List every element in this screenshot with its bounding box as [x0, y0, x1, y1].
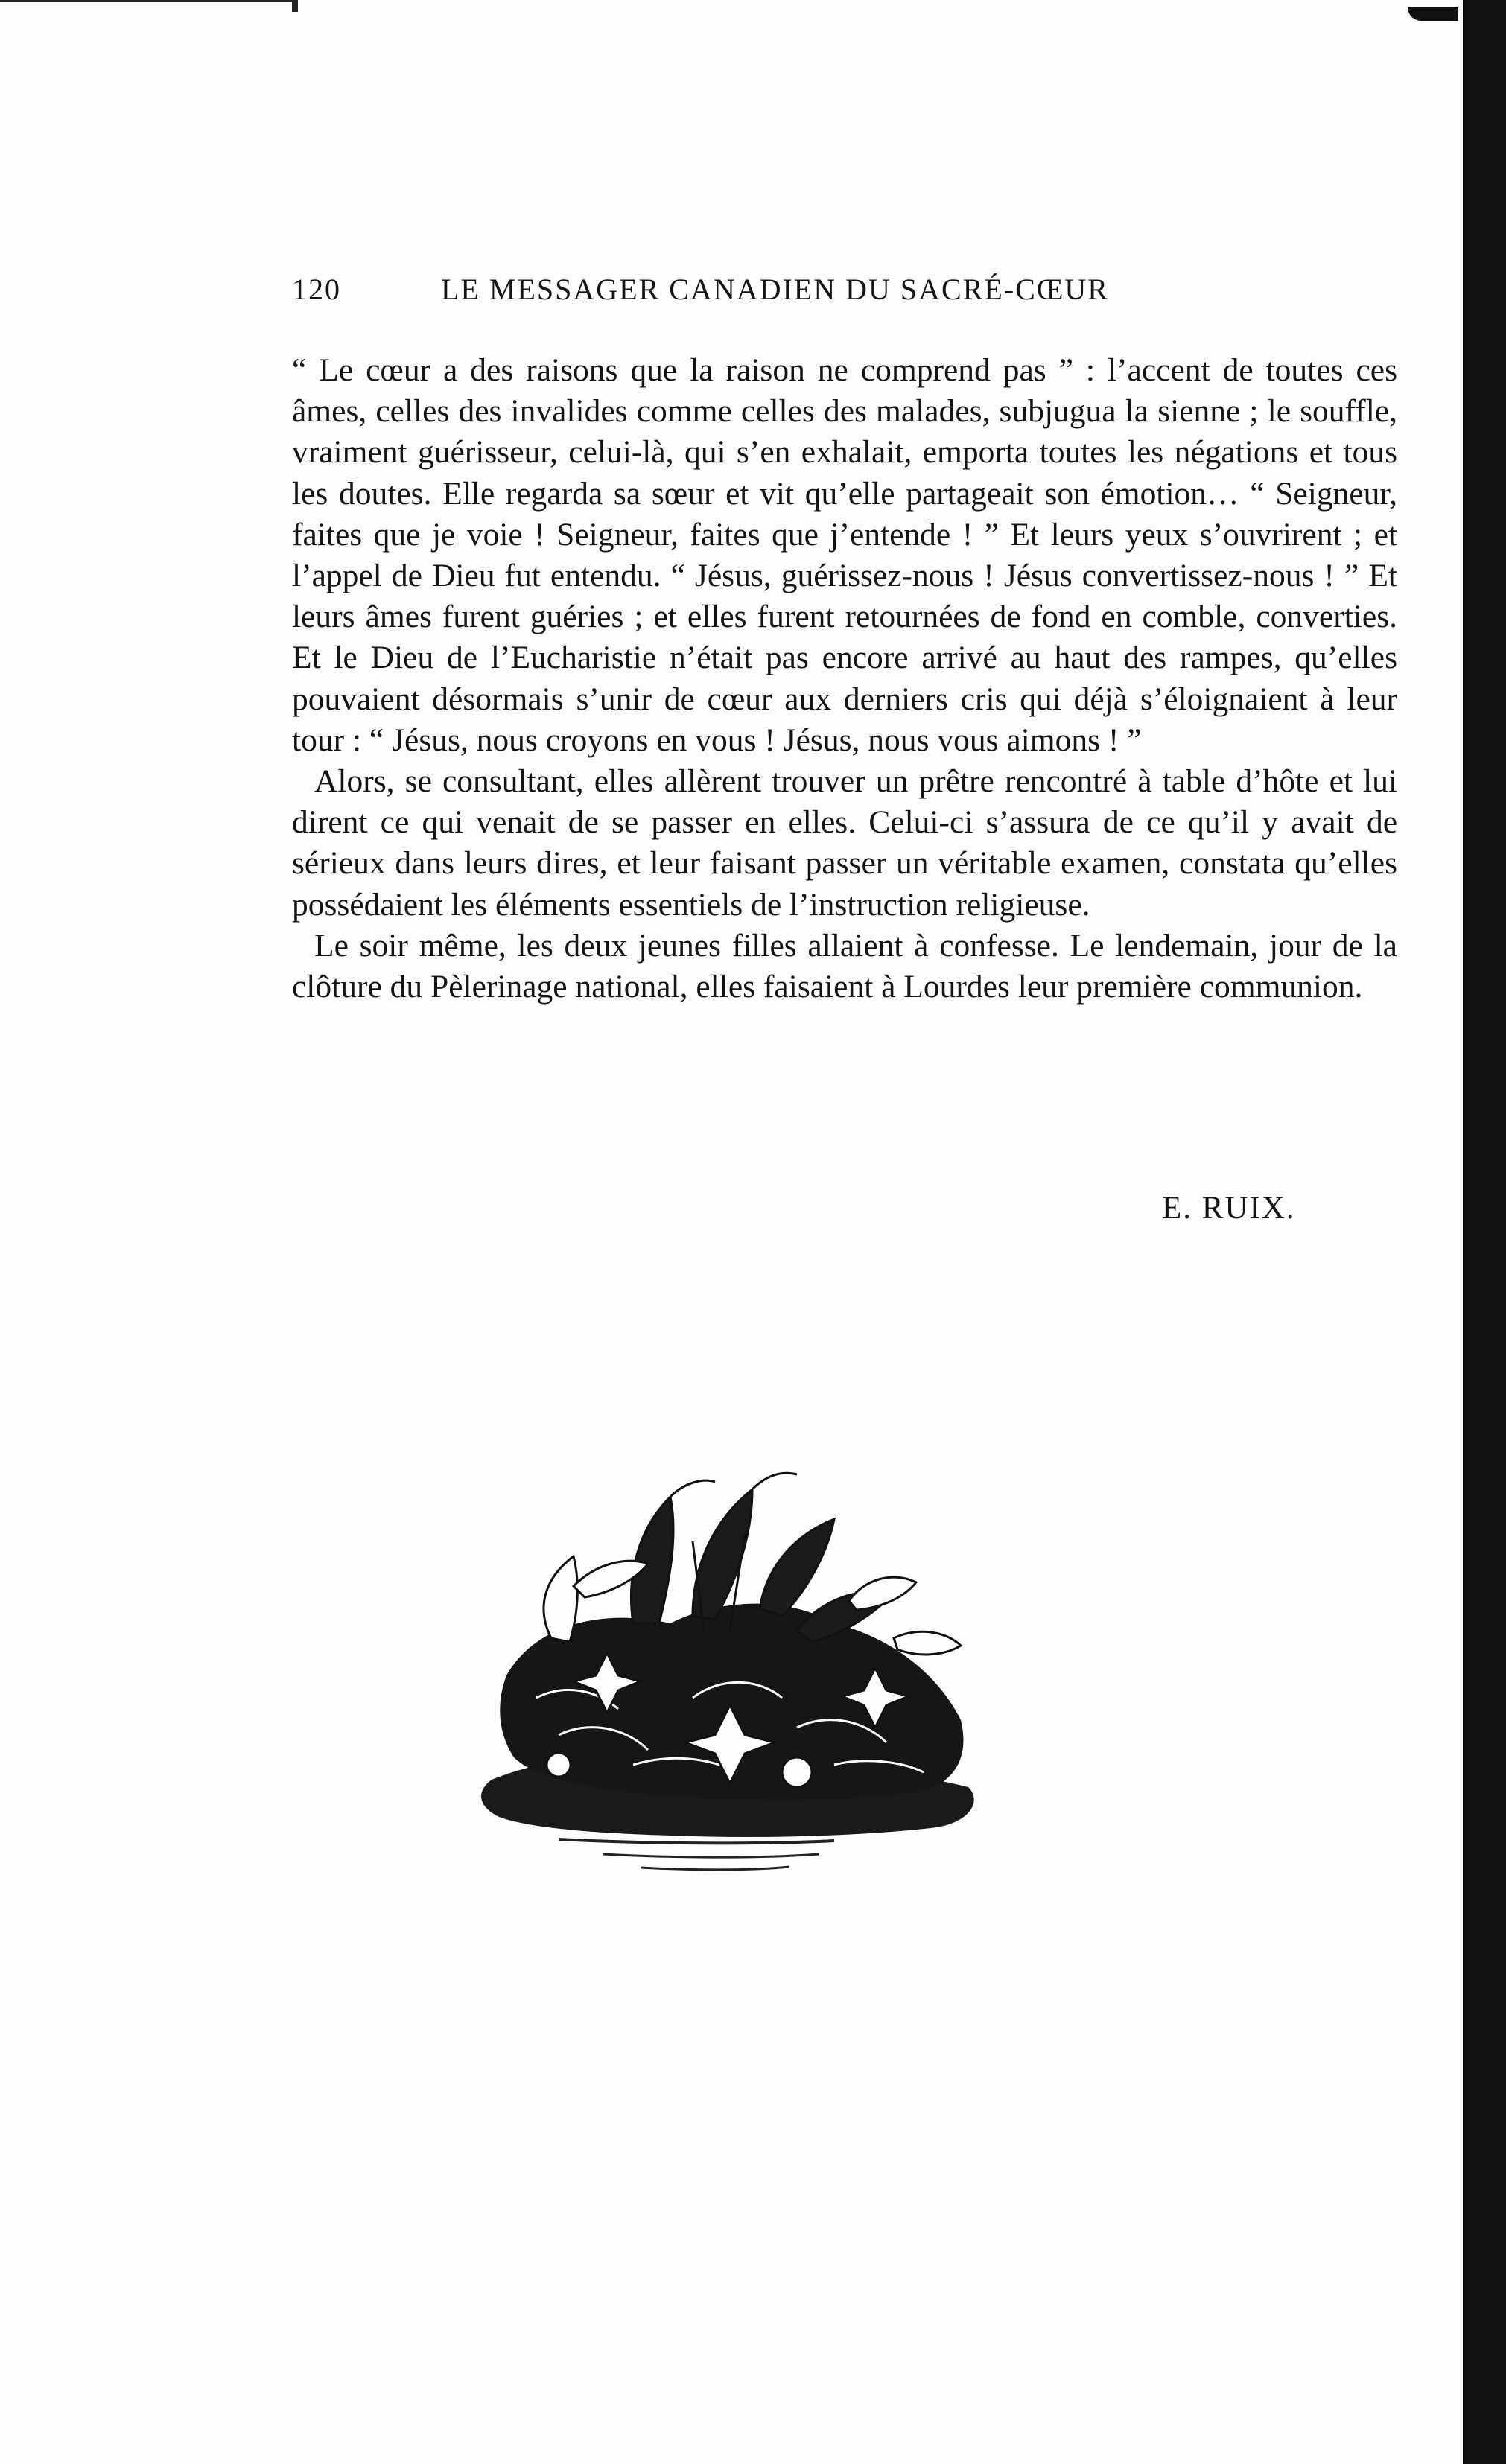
top-rule-end	[292, 0, 298, 12]
page-number: 120	[292, 273, 341, 306]
article-body	[292, 350, 1397, 1007]
flower-bouquet-ornament	[447, 1452, 1013, 1876]
running-header	[292, 272, 1305, 307]
author-signature: E. RUIX.	[1162, 1191, 1296, 1226]
paragraph: Alors, se consultant, elles allèrent trouver un prêtre rencontré à table d’hôte et lui dirent ce qui venait de se passer en elles. Celui-ci s’assura de ce qu’il y avait de sérieux dans leurs dires, et leur faisant passer un véritable examen, constata qu’elles possédaient les éléments essentiels de l’instruction religieuse.	[292, 763, 1397, 923]
binding-edge	[1458, 0, 1506, 2464]
running-title: LE MESSAGER CANADIEN DU SACRÉ-CŒUR	[441, 273, 1109, 306]
top-rule	[0, 0, 298, 2]
binding-edge-flare	[1408, 7, 1463, 21]
paragraph: “ Le cœur a des raisons que la raison ne comprend pas ” : l’accent de toutes ces âmes, celles des invalides comme celles des malades, subjugua la sienne ; le souffle, vraiment guérisseur, celui-là, qui s’en exhalait, emporta toutes les négations et tous les doutes. Elle regarda sa sœur et vit qu’elle partageait son émotion… “ Seigneur, faites que je voie ! Seigneur, faites que j’entende ! ” Et leurs yeux s’ouvrirent ; et l’appel de Dieu fut entendu. “ Jésus, guérissez-nous ! Jésus convertissez-nous ! ” Et leurs âmes furent guéries ; et elles furent retournées de fond en comble, converties. Et le Dieu de l’Eucharistie n’était pas encore arrivé au haut des rampes, qu’elles pouvaient désormais s’unir de cœur aux derniers cris qui déjà s’éloignaient à leur tour : “ Jésus, nous croyons en vous ! Jésus, nous vous aimons ! ”	[292, 352, 1397, 758]
paragraph: Le soir même, les deux jeunes filles allaient à confesse. Le lendemain, jour de la clôture du Pèlerinage national, elles faisaient à Lourdes leur première communion.	[292, 927, 1397, 1005]
